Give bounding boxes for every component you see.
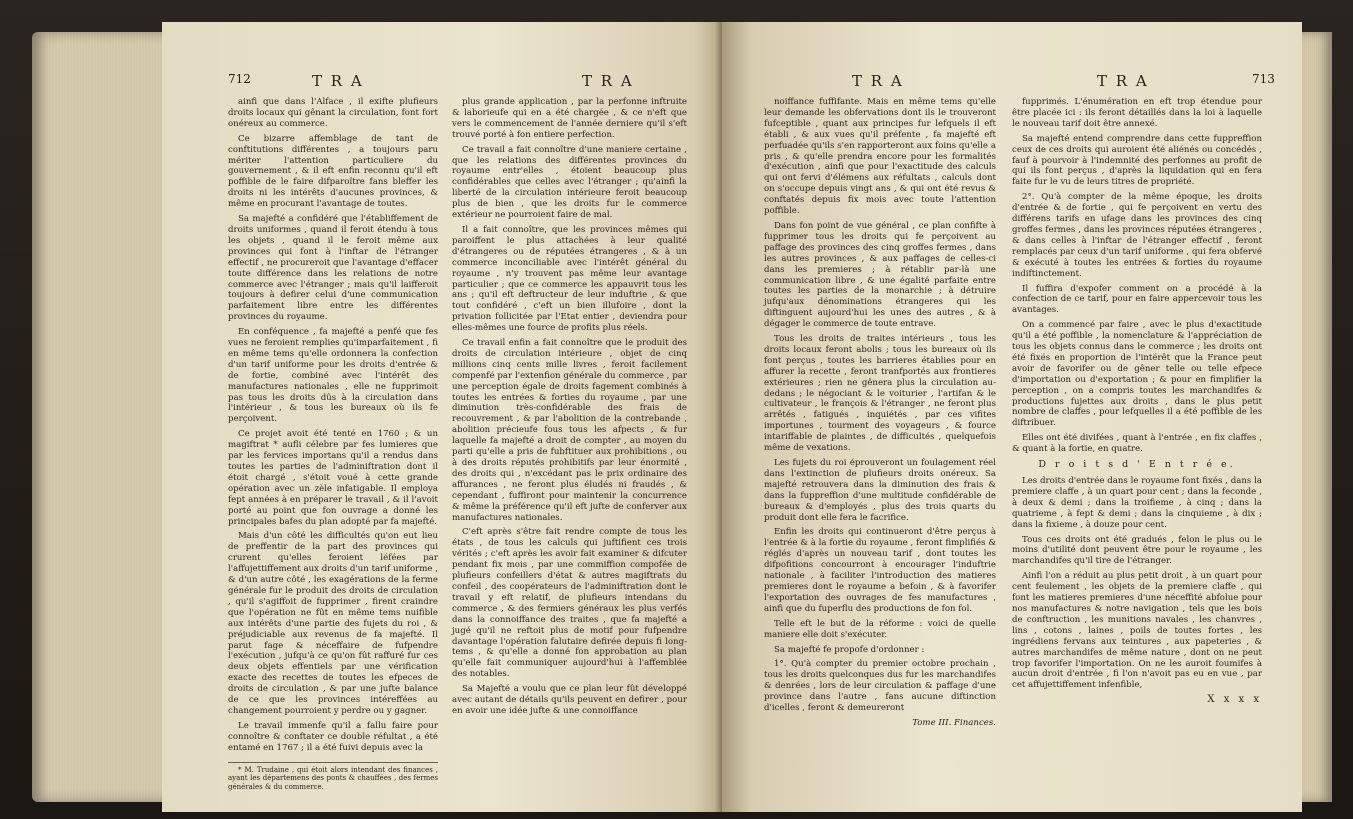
paragraph: En conféquence , fa majefté a penfé que fes vues ne feroient remplies qu'imparfaitement , fi en même tems qu'elle ordonnera la confection d'un tarif uniforme pour les droits d'entrée & de fortie, combiné avec l'intérêt des manufactures nationales , elle ne fupprimoit pas tous les droits dûs à la circulation dans l'intérieur , & tous les bureaux où ils fe perçoivent. <box>228 327 438 425</box>
paragraph: Ce bizarre affemblage de tant de conftitutions différentes , a toujours paru mériter l'attention particuliere du gouvernement , & il eft enfin reconnu qu'il eft poffible de le faire difparoître fans bleffer les droits ni les intérêts d'aucunes provinces, & même en procurant l'avantage de toutes. <box>228 133 438 210</box>
paragraph: 2°. Qu'à compter de la même époque, les droits d'entrée & de fortie , qui fe perçoivent en vertu des différens tarifs en ufage dans les provinces des cinq groffes fermes , dans les provinces réputées étrangeres , & dans celles à l'inftar de l'étranger effectif , feront remplacés par ceux d'un tarif uniforme , qui fera obfervé & exécuté à toutes les entrées & forties du royaume indiftinctement. <box>1012 192 1262 279</box>
page-number: 713 <box>1252 72 1275 86</box>
paragraph: Enfin les droits qui continueront d'être perçus à l'entrée & à la fortie du royaume , feront fimplifiés & réglés d'après un nouveau tarif , dont toutes les difpofitions concourront à encourager l'induftrie nationale , à faciliter l'introduction des matieres premieres dont le royaume a befoin , & à favorifer l'exportation des ouvrages de fes manufactures , ainfi que du fuperflu des productions de fon fol. <box>764 527 996 614</box>
paragraph: Le travail immenfe qu'il a fallu faire pour connoître & conftater ce double réfultat , a été entamé en 1767 ; il a été fuivi depuis avec la <box>228 720 438 753</box>
paragraph: Il a fait connoître, que les provinces mêmes qui paroiffent le plus attachées à leur qualité d'étrangeres ou de réputées étrangeres , & à un commerce inconciliable avec l'intérêt général du royaume , n'y trouvent pas même leur avantage particulier ; que ce commerce les appauvrit tous les ans ; qu'il eft deftructeur de leur induftrie , & que tout confidéré , c'eft un bien illufoire , dont la privation follicitée par l'Etat entier , deviendra pour elles-mêmes une fource de profits plus réels. <box>452 224 687 334</box>
paragraph: Sa majefté fe propofe d'ordonner : <box>774 644 925 655</box>
paragraph: Dans fon point de vue général , ce plan confifte à fupprimer tous les droits qui fe perçoivent au paffage des provinces des cinq groffes fermes , dans les autres provinces , & aux paffages de celles-ci dans les premieres ; à rétablir par-là une communication libre , & une égalité parfaite entre toutes les parties de la monarchie ; à détruire jufqu'aux dénominations étrangeres qui les diftinguent aujourd'hui les unes des autres , & à dégager le commerce de toute entrave. <box>764 220 996 330</box>
text-column-2 <box>452 97 687 721</box>
paragraph: Sa majefté entend comprendre dans cette fuppreffion ceux de ces droits qui auroient été aliénés ou concédés , fauf à pourvoir à l'indemnité des perfonnes au profit de qui ils font perçus , d'après la liquidation qui en fera faite fur le vu de leurs titres de propriété. <box>1012 133 1262 188</box>
paragraph: Mais d'un côté les difficultés qu'on eut lieu de preffentir de la part des provinces qui crurent qu'elles feroient léfées par l'affujettiffement aux droits d'un tarif uniforme , & d'un autre côté , les exagérations de la ferme générale fur le produit des droits de circulation , qu'il s'agiffoit de fupprimer , firent craindre que l'opération ne fût en même tems nuifible aux intérêts d'une partie des fujets du roi , & préjudiciable aux revenus de fa majefté. Il parut fage & néceffaire de fufpendre l'exécution , jufqu'à ce qu'on fût raffuré fur ces deux objets effentiels par une vérification exacte des recettes de toutes les efpeces de droits de circulation , & par une jufte balance de ce que les provinces intéreffées au changement pourroient y perdre ou y gagner. <box>228 531 438 716</box>
paragraph: Ce travail enfin a fait connoître que le produit des droits de circulation intérieure , objet de cinq millions cinq cents mille livres , feroit facilement compenfé par l'extenfion générale du commerce , par une perception égale de droits fagement combinés à toutes les entrées & forties du royaume , par une diminution très-confidérable des frais de recouvrement , & par l'abolition de la contrebande , abolition précieufe fous tous les afpects , & fur laquelle fa majefté a droit de compter , au moyen du parti qu'elle a pris de fubftituer aux prohibitions , ou à des droits réputés prohibitifs par leur énormité , des droits qui , n'excédant pas le prix ordinaire des affurances , ne feront plus éludés ni fraudés , & cependant , fuffiront pour maintenir la concurrence & même la préférence qu'il eft jufte de conferver aux manufactures nationales. <box>452 338 687 523</box>
paragraph: fupprimés. L'énumération en eft trop étendue pour être placée ici : ils feront détaillés dans la loi à laquelle le nouveau tarif doit être annexé. <box>1012 97 1262 129</box>
paragraph: Ainfi l'on a réduit au plus petit droit , à un quart pour cent feulement , les objets de la premiere claffe , qui font les matieres premieres d'une néceffité abfolue pour nos manufactures & notre navigation , tels que les bois de conftruction , les munitions navales , les chanvres , lins , cotons , laines , poils de toutes fortes , les ingrédiens fervans aux teintures , aux papeteries , & autres marchandifes de même nature , dont on ne peut trop favorifer l'importation. On ne les auroit foumifes à aucun droit d'entrée , fi l'on n'avoit pas eu en vue , par cet affujettiffement infenfible, <box>1012 571 1262 691</box>
running-head-right: T R A <box>1097 72 1149 90</box>
paragraph: Sa majefté a confidéré que l'établiffement de droits uniformes , quand il feroit étendu à tous les objets , quand il le feroit même aux provinces qui font à l'inftar de l'étranger effectif , ne procureroit que l'avantage d'effacer toute différence dans les relations de notre commerce avec l'étranger ; mais qu'il laifferoit toujours à defirer celui d'une communication parfaitement libre entre les différentes provinces du royaume. <box>228 214 438 323</box>
paragraph: Il fuffira d'expofer comment on a procédé à la confection de ce tarif, pour en faire appercevoir tous les avantages. <box>1012 283 1262 316</box>
open-book <box>32 22 1332 812</box>
right-page <box>722 22 1302 812</box>
paragraph: Telle eft le but de la réforme : voici de quelle maniere elle doit s'exécuter. <box>764 618 996 640</box>
running-head-right: T R A <box>582 72 634 90</box>
page-edges-left <box>32 32 182 802</box>
paragraph: On a commencé par faire , avec le plus d'exactitude qu'il a été poffible , la nomenclature & l'appréciation de tous les objets connus dans le commerce ; les droits ont été fixés en proportion de l'intérêt que la France peut avoir de favorifer ou de gêner telle ou telle efpece d'importation ou d'exportation ; & pour en fimplifier la perception , on a compris toutes les marchandifes & productions fujettes aux droits , dans le plus petit nombre de claffes , pour lefquelles il a été poffible de les diftribuer. <box>1012 320 1262 429</box>
paragraph: 1°. Qu'à compter du premier octobre prochain , tous les droits quelconques dus fur les marchandifes & denrées , lors de leur circulation & paffage d'une province dans l'autre , fans aucune diftinction d'icelles , feront & demeureront <box>764 659 996 714</box>
paragraph: Tous les droits de traites intérieurs , tous les droits locaux feront abolis ; tous les bureaux où ils font perçus , toutes les barrieres établies pour en affurer la recette , feront tranfportés aux frontieres extérieures ; rien ne gênera plus la circulation au-dedans ; le négociant & le voiturier , l'artifan & le cultivateur , le françois & l'étranger , ne feront plus arrêtés , fatigués , inquiétés , par ces vifites importunes , tourment des voyageurs , & fource intariffable de plaintes , de difficultés , quelquefois même de vexations. <box>764 334 996 454</box>
paragraph: C'eft après s'être fait rendre compte de tous les états , de tous les calculs qui juftifient ces trois vérités ; c'eft après les avoir fait examiner & difcuter pendant fix mois , par une commiffion compofée de plufieurs confeillers d'état & autres magiftrats du confeil , des coopérateurs de l'adminiftration dont le travail y eft relatif, de plufieurs intendans du commerce , & des fermiers généraux les plus verfés dans la connoiffance des traites , que fa majefté a jugé qu'il ne reftoit plus de motif pour fufpendre davantage l'opération falutaire defirée depuis fi long-tems , & qu'elle a donné fon approbation au plan qu'elle fait communiquer aujourd'hui à l'affemblée des notables. <box>452 527 687 680</box>
section-heading: D r o i t s d ' E n t r é e. <box>1038 459 1236 471</box>
left-page <box>162 22 722 812</box>
paragraph: noiffance fuffifante. Mais en même tems qu'elle leur demande les obfervations dont ils le trouveront fufceptible , quant aux principes fur lefquels il eft établi , & aux vues qu'il préfente , fa majefté eft perfuadée qu'ils s'en rapporteront aux foins qu'elle a pris , & qu'elle prendra encore pour les formalités d'exécution , ainfi que pour l'exactitude des calculs qui ont fervi d'élémens aux réfultats , calculs dont on s'occupe depuis vingt ans , & qui ont été revus & conftatés depuis fix mois avec toute l'attention poffible. <box>764 97 996 217</box>
text-column-2 <box>1012 97 1262 710</box>
paragraph: plus grande application , par la perfonne inftruite & laborieufe qui en a été chargée , & ce n'eft que vers le commencement de l'année derniere qu'il s'eft trouvé porté à fon entiere perfection. <box>452 97 687 140</box>
paragraph: Les droits d'entrée dans le royaume font fixés , dans la premiere claffe , à un quart pour cent ; dans la feconde , à deux & demi ; dans la troifieme , à cinq ; dans la quatrieme , à fept & demi ; dans la cinquieme , à dix ; dans la fixieme , à douze pour cent. <box>1012 476 1262 530</box>
paragraph: Ce projet avoit été tenté en 1760 ; & un magiftrat * aufli célebre par fes lumieres que par les fervices importans qu'il a rendus dans toutes les parties de l'adminiftration dont il étoit chargé , s'étoit voué à cette grande opération avec un zèle infatigable. Il employa fept années à en préparer le travail , & il l'avoit porté au point que fon ouvrage a donné les principales bafes du plan adopté par fa majefté. <box>228 429 438 527</box>
running-head-left: T R A <box>852 72 904 90</box>
page-number: 712 <box>228 72 251 86</box>
paragraph: Tous ces droits ont été gradués , felon le plus ou le moins d'utilité dont peuvent être pour le royaume , les marchandifes qu'il tire de l'étranger. <box>1012 534 1262 567</box>
running-head-left: T R A <box>312 72 364 90</box>
paragraph: Sa Majefté a voulu que ce plan leur fût développé avec autant de détails qu'ils peuvent en defirer , pour en avoir une idée jufte & une connoiffance <box>452 684 687 716</box>
paragraph: Elles ont été divifées , quant à l'entrée , en fix claffes , & quant à la fortie, en quatre. <box>1012 433 1262 455</box>
paragraph: Ce travail a fait connoître d'une maniere certaine , que les relations des différentes provinces du royaume entr'elles , étoient beaucoup plus confidérables que celles avec l'étranger ; qu'ainfi la liberté de la circulation intérieure feroit beaucoup plus de bien , que les droits fur le commerce extérieur ne pourroient faire de mal. <box>452 144 687 221</box>
paragraph: Les fujets du roi éprouveront un foulagement réel dans l'extinction de plufieurs droits onéreux. Sa majefté retrouvera dans la diminution des frais & dans la fuppreffion d'une multitude confidérable de bureaux & d'employés , plus des trois quarts du produit dont elle fera le facrifice. <box>764 458 996 523</box>
volume-signature: Tome III. Finances. <box>912 717 996 728</box>
signature-mark: X x x x <box>1207 694 1262 706</box>
paragraph: ainfi que dans l'Alface , il exifte plufieurs droits locaux qui gênant la circulation, font fort onéreux au commerce. <box>228 97 438 129</box>
text-column-1 <box>764 97 996 733</box>
footnote: * M. Trudaine , qui étoit alors intendant des finances , ayant les départemens des ponts & chauffées , des fermes générales & du commerce. <box>228 762 438 792</box>
text-column-1 <box>228 97 438 795</box>
